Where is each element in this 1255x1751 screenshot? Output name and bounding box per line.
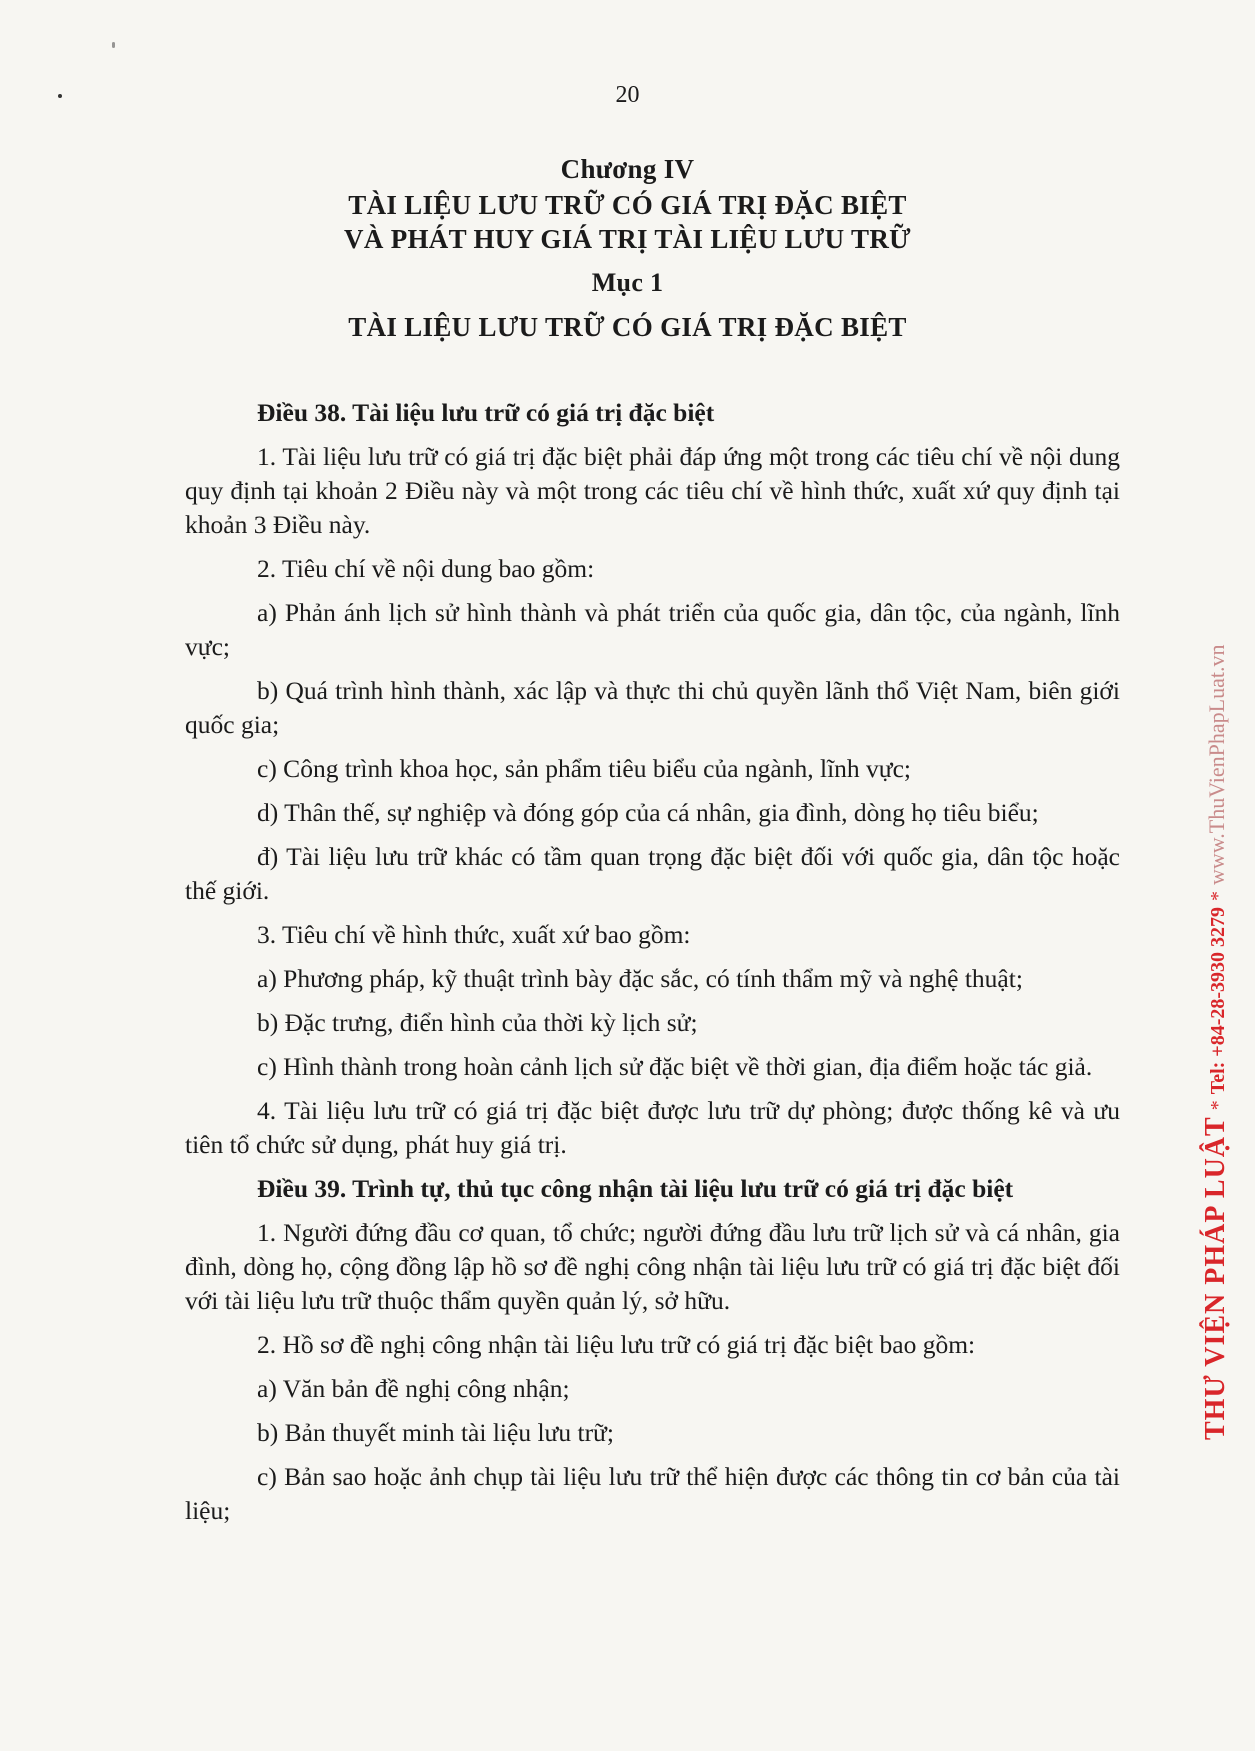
- paragraph: a) Phản ánh lịch sử hình thành và phát triển của quốc gia, dân tộc, của ngành, lĩnh vực;: [185, 598, 1120, 661]
- paragraph: đ) Tài liệu lưu trữ khác có tầm quan trọng đặc biệt đối với quốc gia, dân tộc hoặc thế giới.: [185, 842, 1120, 905]
- paragraph: c) Công trình khoa học, sản phẩm tiêu biểu của ngành, lĩnh vực;: [257, 754, 911, 783]
- chapter-title-line1: TÀI LIỆU LƯU TRỮ CÓ GIÁ TRỊ ĐẶC BIỆT: [348, 190, 907, 220]
- chapter-label: Chương IV: [560, 154, 695, 184]
- watermark-tel: Tel: +84-28-3930 3279: [1207, 906, 1229, 1095]
- paragraph: c) Bản sao hoặc ảnh chụp tài liệu lưu trữ thể hiện được các thông tin cơ bản của tài liệu;: [185, 1462, 1120, 1525]
- paragraph: 2. Tiêu chí về nội dung bao gồm:: [257, 554, 595, 583]
- watermark-url: www.ThuVienPhapLuat.vn: [1204, 644, 1229, 885]
- article-title: Điều 38. Tài liệu lưu trữ có giá trị đặc biệt: [257, 398, 715, 427]
- paragraph: 1. Tài liệu lưu trữ có giá trị đặc biệt phải đáp ứng một trong các tiêu chí về nội dung quy định tại khoản 2 Điều này và một trong các tiêu chí về hình thức, xuất xứ quy định tại khoản 3 Điều này.: [185, 442, 1120, 539]
- document-body: [185, 396, 1120, 1538]
- paragraph: b) Quá trình hình thành, xác lập và thực thi chủ quyền lãnh thổ Việt Nam, biên giới quốc gia;: [185, 676, 1120, 739]
- watermark: [1200, 340, 1236, 1440]
- paragraph: 2. Hồ sơ đề nghị công nhận tài liệu lưu trữ có giá trị đặc biệt bao gồm:: [257, 1330, 976, 1359]
- watermark-brand: THƯ VIỆN PHÁP LUẬT: [1200, 1116, 1231, 1440]
- watermark-separator: *: [1207, 890, 1229, 901]
- article-title: Điều 39. Trình tự, thủ tục công nhận tài liệu lưu trữ có giá trị đặc biệt: [257, 1174, 1014, 1203]
- paragraph: b) Đặc trưng, điển hình của thời kỳ lịch sử;: [257, 1008, 698, 1037]
- paragraph: d) Thân thế, sự nghiệp và đóng góp của cá nhân, gia đình, dòng họ tiêu biểu;: [257, 798, 1039, 827]
- section-label: Mục 1: [591, 268, 664, 297]
- watermark-separator: *: [1207, 1100, 1229, 1111]
- page-number: 20: [615, 82, 640, 108]
- paragraph: a) Văn bản đề nghị công nhận;: [257, 1374, 570, 1403]
- paragraph: 4. Tài liệu lưu trữ có giá trị đặc biệt được lưu trữ dự phòng; được thống kê và ưu tiên tổ chức sử dụng, phát huy giá trị.: [185, 1096, 1120, 1159]
- paragraph: c) Hình thành trong hoàn cảnh lịch sử đặc biệt về thời gian, địa điểm hoặc tác giả.: [257, 1052, 1093, 1081]
- paragraph: 1. Người đứng đầu cơ quan, tổ chức; người đứng đầu lưu trữ lịch sử và cá nhân, gia đình, dòng họ, cộng đồng lập hồ sơ đề nghị công nhận tài liệu lưu trữ có giá trị đặc biệt đối với tài liệu lưu trữ thuộc thẩm quyền quản lý, sở hữu.: [185, 1218, 1120, 1315]
- paragraph: a) Phương pháp, kỹ thuật trình bày đặc sắc, có tính thẩm mỹ và nghệ thuật;: [257, 964, 1023, 993]
- section-title: TÀI LIỆU LƯU TRỮ CÓ GIÁ TRỊ ĐẶC BIỆT: [348, 312, 907, 342]
- chapter-title-line2: VÀ PHÁT HUY GIÁ TRỊ TÀI LIỆU LƯU TRỮ: [344, 224, 911, 254]
- paragraph: 3. Tiêu chí về hình thức, xuất xứ bao gồm:: [257, 920, 691, 949]
- scan-speck: [112, 42, 115, 48]
- paragraph: b) Bản thuyết minh tài liệu lưu trữ;: [257, 1418, 614, 1447]
